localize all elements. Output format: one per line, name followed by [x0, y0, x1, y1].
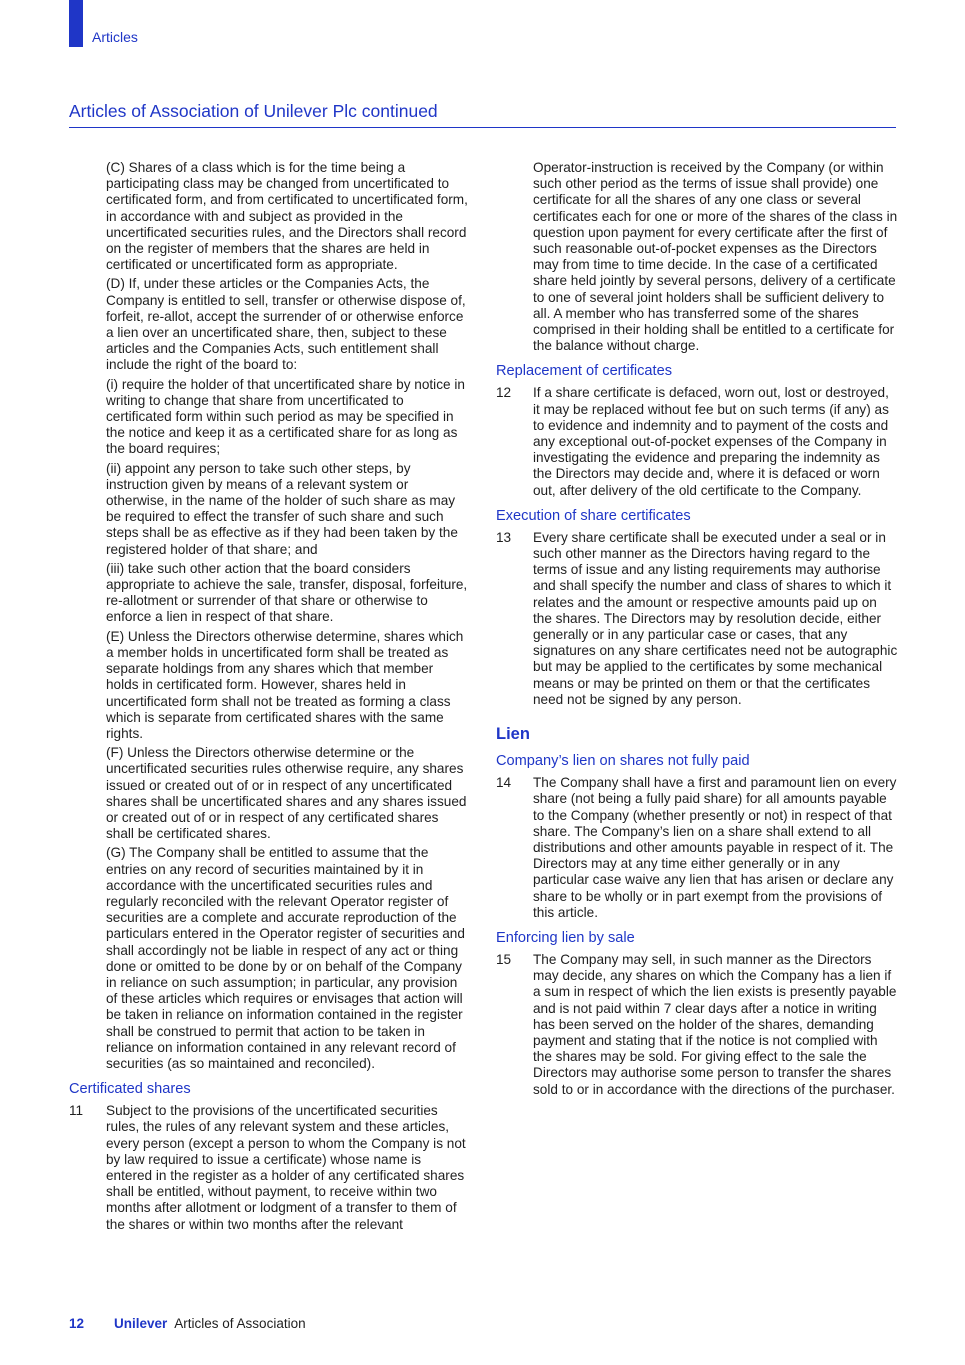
left-column	[69, 160, 469, 1233]
heading-company-lien: Company’s lien on shares not fully paid	[496, 753, 750, 770]
page-title: Articles of Association of Unilever Plc continued	[69, 101, 438, 121]
heading-enforcing-lien-by-sale: Enforcing lien by sale	[496, 929, 635, 946]
clause-e: (E) Unless the Directors otherwise determine, shares which a member holds in uncertificated form shall be treated as separate holdings from any shares which that member holds in certificated form. However, shares held in uncertificated form shall not be treated as forming a class which is separate from certificated shares with the same rights.	[106, 628, 464, 741]
article-13	[496, 530, 898, 708]
heading-replacement-of-certificates: Replacement of certificates	[496, 363, 673, 380]
article-14	[496, 775, 898, 921]
article-number: 13	[496, 529, 512, 545]
article-11-continuation: Operator-instruction is received by the Company (or within such other period as the terms of issue shall provide) one certificate for all the shares of any one class or several certificates each for one or more of the shares of the class in question upon payment for every certificate after the first of such reasonable out-of-pocket expenses as the Directors may from time to time decide. In the case of a certificated share held jointly by several persons, delivery of a certificate to one of several joint holders shall be sufficient delivery to all. A member who has transferred some of the shares comprised in their holding shall be entitled to a certificate for the balance without charge.	[533, 160, 898, 354]
right-column	[496, 160, 898, 1098]
article-number: 12	[496, 385, 512, 401]
clause-d-iii: (iii) take such other action that the board considers appropriate to achieve the sale, transfer, disposal, forfeiture, re-allotment or surrender of that share or otherwise to enforce a lien in respect of that share.	[106, 560, 468, 625]
article-11	[69, 1103, 469, 1233]
section-tab-marker	[69, 0, 83, 47]
article-text: Subject to the provisions of the uncertificated securities rules, the rules of any relevant system and these articles, every person (except a person to whom the Company is not by law required to issue a certificate) whose name is entered in the register as a holder of any certificated shares shall be entitled, without payment, to receive within two months after allotment or lodgment of a transfer to them of the shares or within two months after the relevant	[106, 1103, 466, 1232]
page-number: 12	[69, 1316, 85, 1331]
article-number: 15	[496, 951, 512, 967]
article-text: If a share certificate is defaced, worn out, lost or destroyed, it may be replaced without fee but on such terms (if any) as to evidence and indemnity and to payment of the costs and any exceptional out-of-pocket expenses of the Company in investigating the evidence and preparing the indemnity as the Directors may decide and, where it is defaced or worn out, after delivery of the old certificate to the Company.	[533, 385, 889, 498]
article-12	[496, 385, 898, 498]
article-number: 14	[496, 775, 512, 791]
clause-c: (C) Shares of a class which is for the time being a participating class may be changed from uncertificated to certificated form, and from certificated to uncertificated form, in accordance with and subject as provided in the uncertificated securities rules, and the Directors shall record on the register of members that the shares are held in certificated or uncertificated form as appropriate.	[106, 160, 468, 273]
clause-g: (G) The Company shall be entitled to assume that the entries on any record of securities maintained by it in accordance with the uncertificated securities rules and regularly reconciled with the relevant Operator register of securities are a complete and accurate reproduction of the particulars entered in the Operator register of securities and shall accordingly not be liable in respect of any act or thing done or omitted to be done by or on behalf of the Company in reliance on such assumption; in particular, any provision of these articles which requires or envisages that action will be taken in reliance on information contained in the register shall be construed to permit that action to be taken in reliance on information contained in any relevant record of securities (as so maintained and reconciled).	[106, 845, 465, 1071]
heading-lien: Lien	[496, 725, 530, 744]
brand-name: Unilever	[114, 1316, 168, 1331]
article-text: The Company shall have a first and paramount lien on every share (not being a fully paid share) for all amounts payable to the Company (whether presently or not) in respect of that share. The Company’s lien on a share shall extend to all distributions and other amounts payable in respect of it. The Directors may at any time either generally or in any particular case waive any lien that has arisen or declare any share to be wholly or in part exempt from the provisions of this article.	[533, 775, 897, 920]
clause-d-ii: (ii) appoint any person to take such other steps, by instruction given by means of a relevant system or otherwise, in the name of the holder of such share as may be required to effect the transfer of such share and such steps shall be as effective as if they had been taken by the registered holder of that share; and	[106, 460, 458, 557]
article-15	[496, 952, 898, 1098]
document-name: Articles of Association	[174, 1316, 306, 1331]
section-label: Articles	[92, 29, 138, 45]
page-footer	[69, 1316, 306, 1331]
heading-certificated-shares: Certificated shares	[69, 1081, 191, 1098]
heading-execution-of-share-certificates: Execution of share certificates	[496, 507, 691, 524]
clause-d-i: (i) require the holder of that uncertificated share by notice in writing to change that share from uncertificated to certificated form within such period as may be specified in the notice and keep it as a certificated share for as long as the board requires;	[106, 376, 465, 457]
title-divider	[69, 127, 896, 128]
article-number: 11	[69, 1103, 84, 1119]
article-text: The Company may sell, in such manner as the Directors may decide, any shares on which the Company has a lien if a sum in respect of which the lien exists is presently payable and is not paid within 7 clear days after a notice in writing has been served on the holder of the shares, demanding payment and stating that if the notice is not complied with the shares may be sold. For giving effect to the sale the Directors may authorise some person to transfer the shares sold to or in accordance with the directions of the purchaser.	[533, 951, 897, 1097]
article-text: Every share certificate shall be executed under a seal or in such other manner as the Directors having regard to the terms of issue and any listing requirements may authorise and shall specify the number and class of shares to which it relates and the amount or respective amounts paid up on the shares. The Directors may by resolution decide, either generally or in any particular case or cases, that any signatures on any share certificates need not be autographic but may be applied to the certificates by some mechanical means or may be printed on them or that the certificates need not be signed by any person.	[533, 529, 898, 707]
clause-d: (D) If, under these articles or the Companies Acts, the Company is entitled to sell, transfer or otherwise dispose of, forfeit, re-allot, accept the surrender of or otherwise enforce a lien over an uncertificated share, then, subject to these articles and the Companies Acts, such entitlement shall include the right of the board to:	[106, 276, 466, 373]
clause-f: (F) Unless the Directors otherwise determine or the uncertificated securities rules otherwise require, any shares issued or created out of or in respect of any uncertificated shares shall be uncertificated shares and any shares issued or created out of or in respect of any certificated shares shall be certificated shares.	[106, 745, 467, 842]
